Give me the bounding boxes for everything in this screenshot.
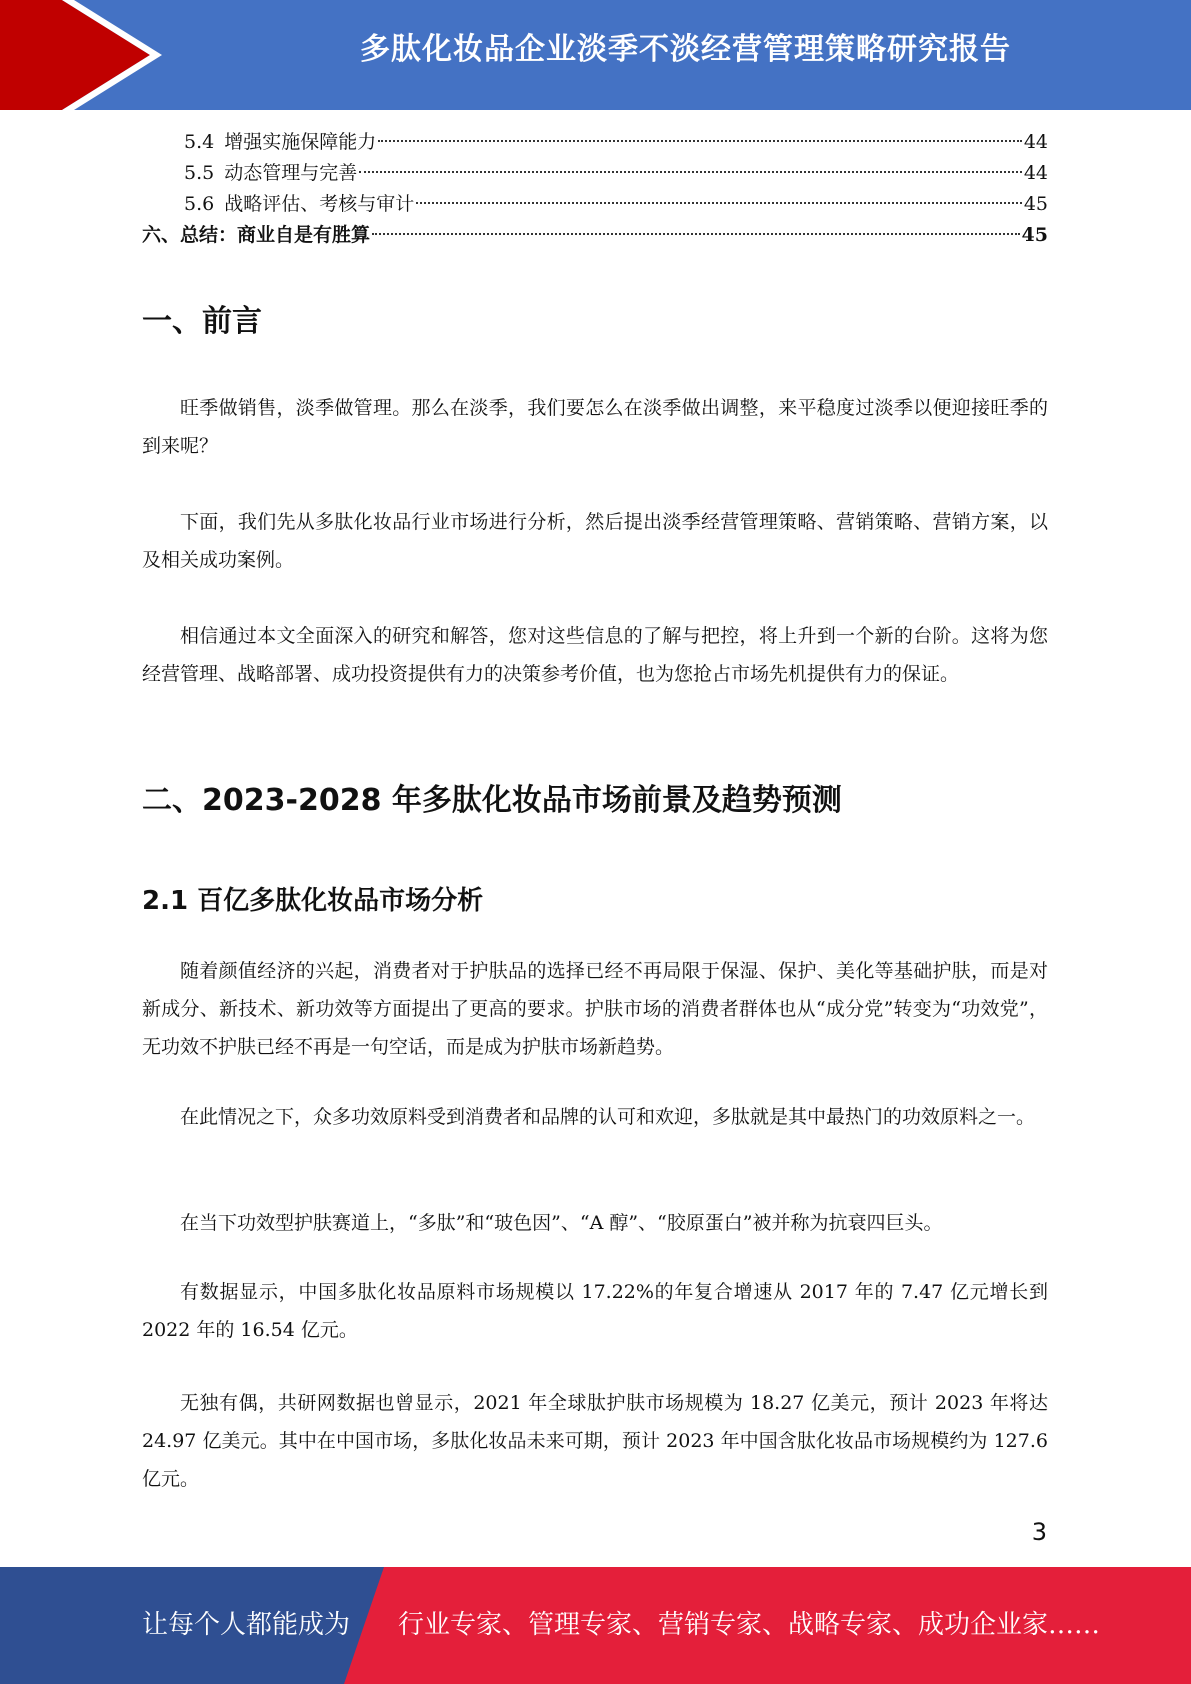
page-number: 3 — [1031, 1518, 1047, 1546]
toc-entry-number: 5.4 — [184, 131, 215, 153]
toc-entry-number: 5.5 — [184, 162, 215, 184]
toc-entry-label: 动态管理与完善 — [224, 162, 358, 184]
toc-entry-page: 45 — [1023, 193, 1048, 215]
toc-entry-main[interactable] — [142, 220, 1048, 251]
paragraph: 在当下功效型护肤赛道上，“多肽”和“玻色因”、“A 醇”、“胶原蛋白”被并称为抗衰四巨头。 — [180, 1212, 943, 1234]
report-title: 多肽化妆品企业淡季不淡经营管理策略研究报告 — [360, 32, 1011, 67]
page-footer — [0, 1567, 1191, 1684]
toc-entry-number: 5.6 — [184, 193, 215, 215]
toc-leader — [372, 233, 1020, 235]
paragraph: 无独有偶，共研网数据也曾显示，2021 年全球肽护肤市场规模为 18.27 亿美元，预计 2023 年将达 24.97 亿美元。其中在中国市场，多肽化妆品未来可期，预计 2023 年中国含肽化妆品市场规模约为 127.6 亿元。 — [142, 1392, 1048, 1490]
paragraph: 有数据显示，中国多肽化妆品原料市场规模以 17.22%的年复合增速从 2017 年的 7.47 亿元增长到 2022 年的 16.54 亿元。 — [142, 1281, 1048, 1341]
paragraph: 在此情况之下，众多功效原料受到消费者和品牌的认可和欢迎，多肽就是其中最热门的功效原料之一。 — [180, 1106, 1036, 1128]
toc-entry-page: 44 — [1023, 162, 1048, 184]
section-heading-outlook: 二、2023-2028 年多肽化妆品市场前景及趋势预测 — [142, 783, 842, 818]
subsection-heading: 2.1 百亿多肽化妆品市场分析 — [142, 886, 484, 916]
paragraph: 旺季做销售，淡季做管理。那么在淡季，我们要怎么在淡季做出调整，来平稳度过淡季以便迎接旺季的到来呢？ — [142, 397, 1048, 457]
toc-leader — [416, 202, 1022, 204]
toc-entry-label: 六、总结：商业自是有胜算 — [142, 224, 371, 246]
paragraph: 相信通过本文全面深入的研究和解答，您对这些信息的了解与把控，将上升到一个新的台阶。这将为您经营管理、战略部署、成功投资提供有力的决策参考价值，也为您抢占市场先机提供有力的保证。 — [142, 625, 1048, 685]
toc-entry[interactable] — [142, 189, 1048, 220]
toc-entry[interactable] — [142, 127, 1048, 158]
toc-entry-label: 战略评估、考核与审计 — [224, 193, 415, 215]
footer-slogan-left: 让每个人都能成为 — [142, 1610, 351, 1640]
toc-entry[interactable] — [142, 158, 1048, 189]
section-heading-preface: 一、前言 — [142, 304, 262, 339]
table-of-contents — [142, 127, 1048, 251]
toc-entry-label: 增强实施保障能力 — [224, 131, 377, 153]
paragraph: 随着颜值经济的兴起，消费者对于护肤品的选择已经不再局限于保湿、保护、美化等基础护肤，而是对新成分、新技术、新功效等方面提出了更高的要求。护肤市场的消费者群体也从“成分党”转变为“功效党”，无功效不护肤已经不再是一句空话，而是成为护肤市场新趋势。 — [142, 960, 1048, 1058]
toc-entry-page: 45 — [1021, 224, 1048, 246]
toc-entry-page: 44 — [1023, 131, 1048, 153]
page-header — [0, 0, 1191, 110]
footer-slogan-right: 行业专家、管理专家、营销专家、战略专家、成功企业家…… — [398, 1610, 1101, 1640]
toc-leader — [359, 171, 1022, 173]
toc-leader — [378, 140, 1022, 142]
paragraph: 下面，我们先从多肽化妆品行业市场进行分析，然后提出淡季经营管理策略、营销策略、营销方案，以及相关成功案例。 — [142, 511, 1048, 571]
